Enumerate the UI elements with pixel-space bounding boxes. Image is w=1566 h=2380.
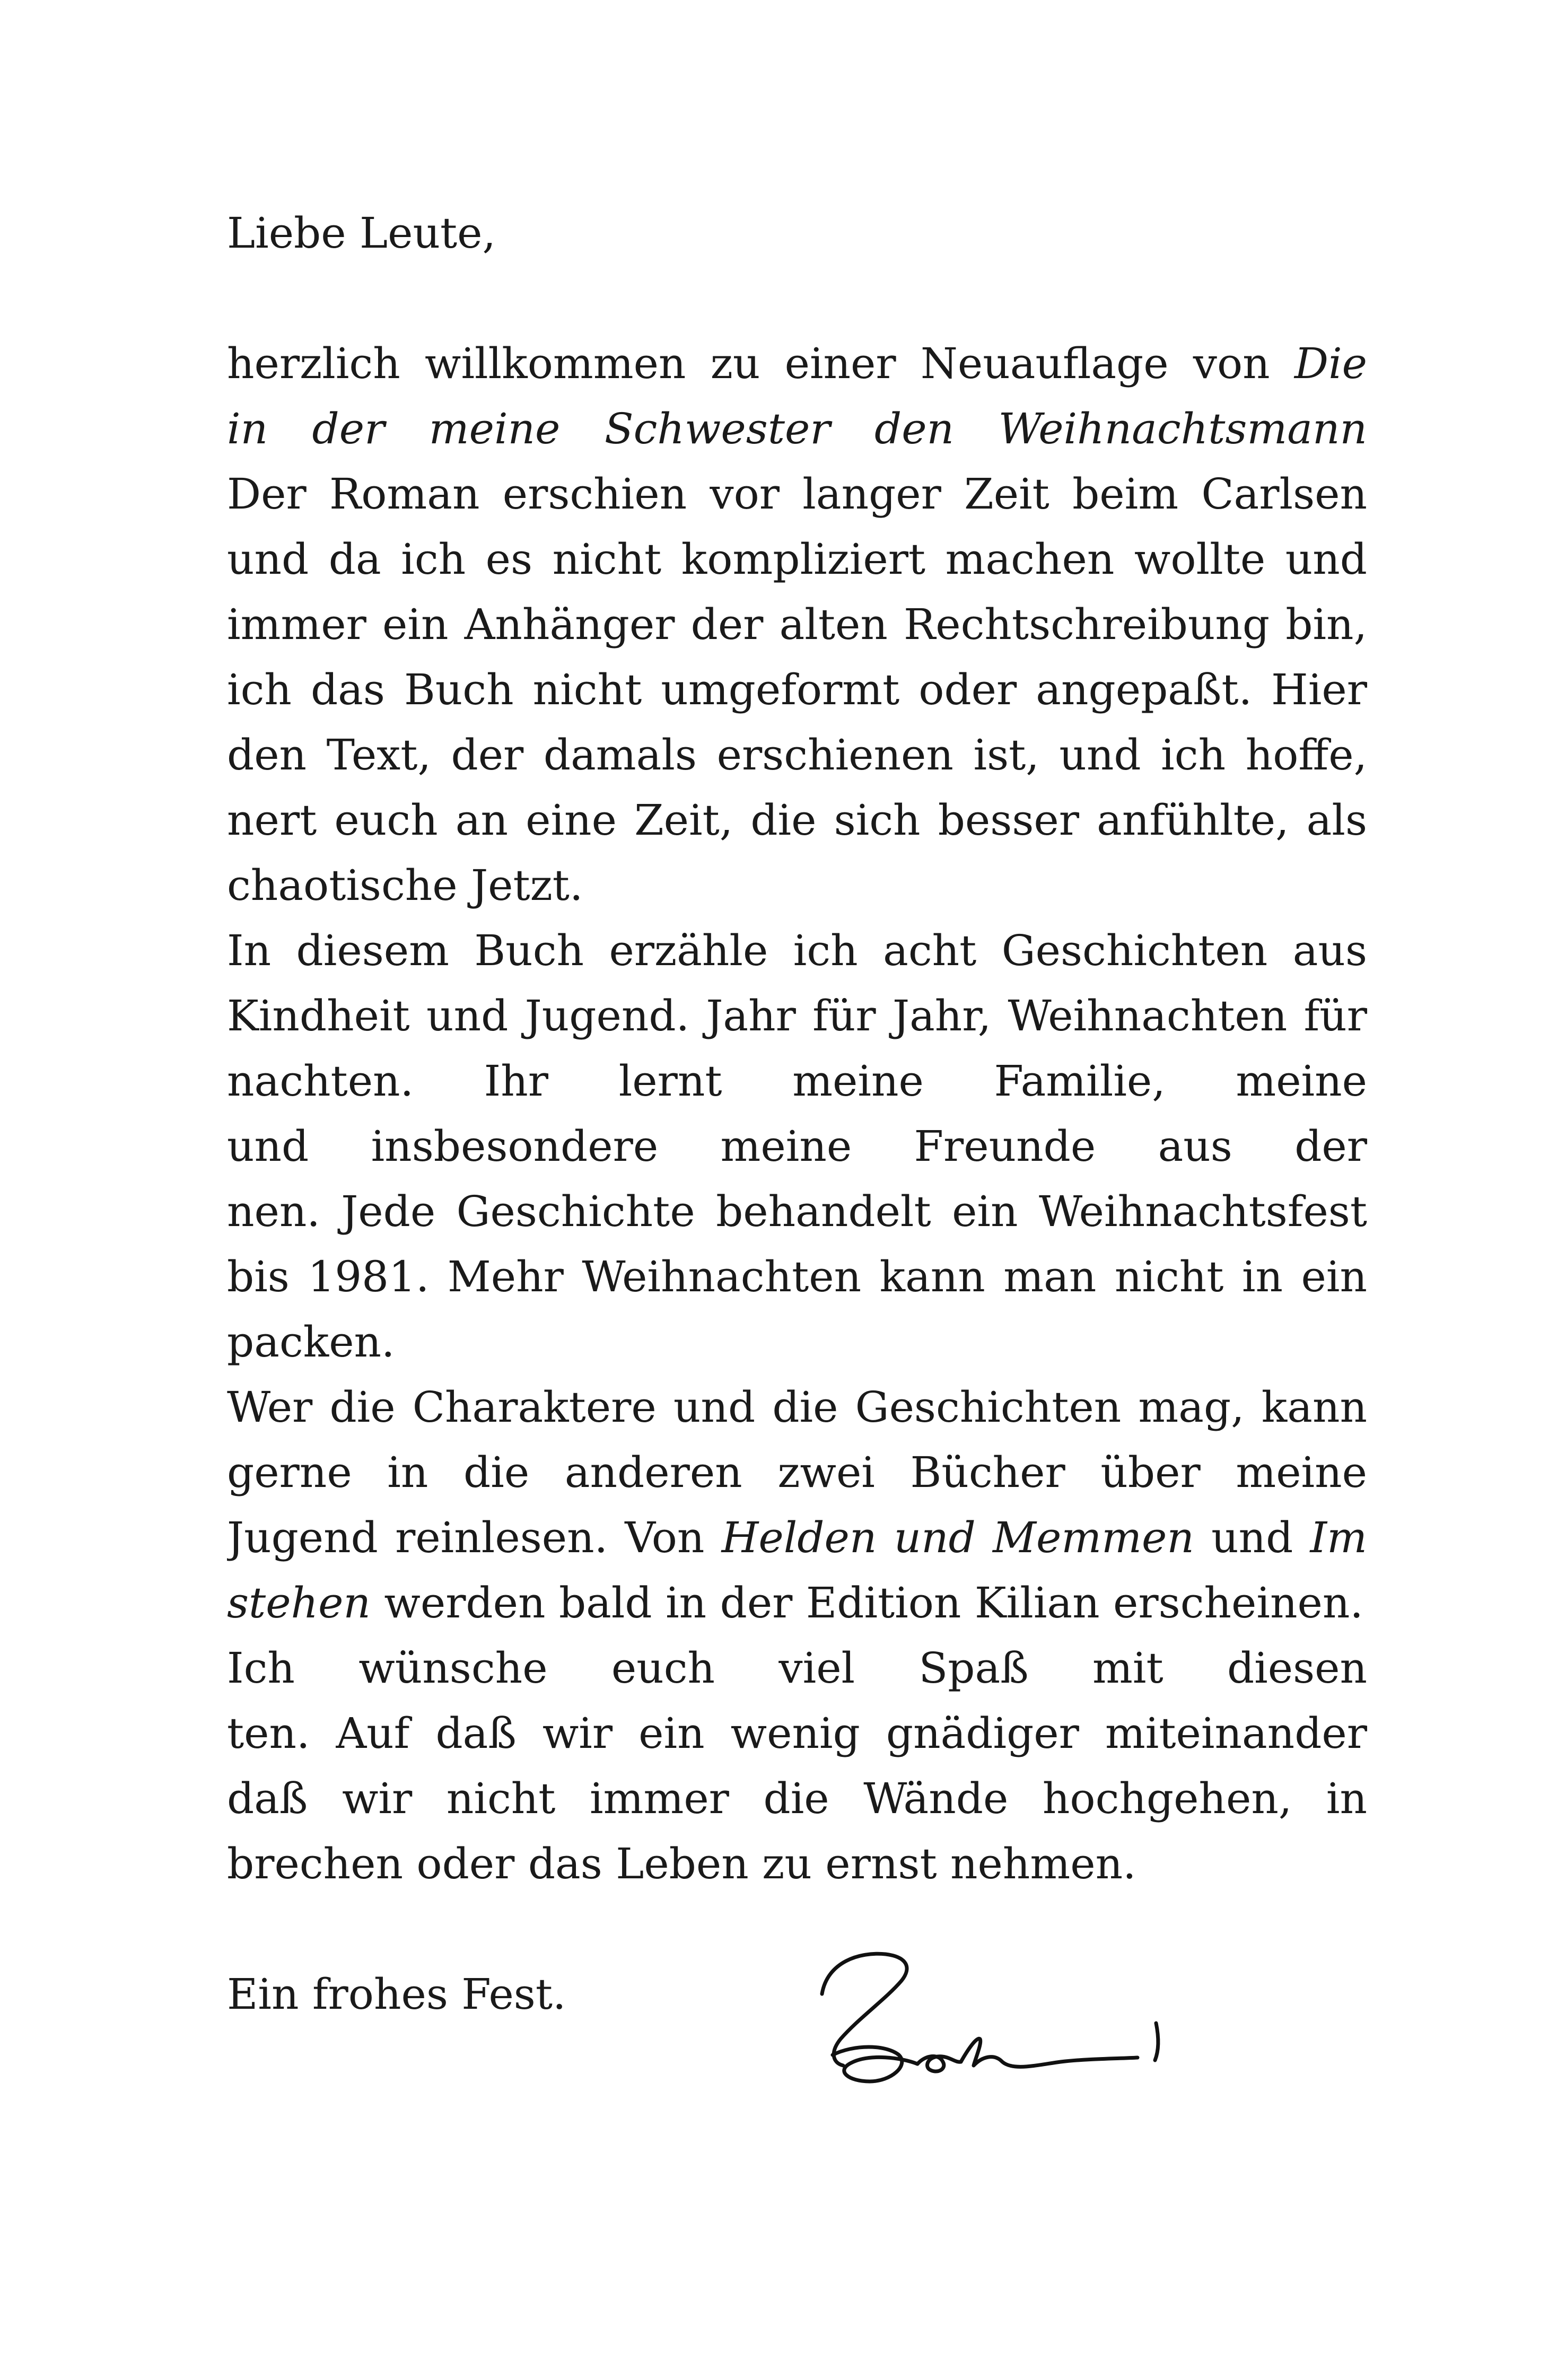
text-line: Kindheit und Jugend. Jahr für Jahr, Weihnachten für [227, 991, 1367, 1040]
text-line: nen. Jede Geschichte behandelt ein Weihnachtsfest [227, 1187, 1367, 1236]
text-line: und da ich es nicht kompliziert machen wollte und [227, 535, 1367, 584]
book-title: stehen [227, 1578, 371, 1628]
book-title: Im [1310, 1513, 1367, 1562]
text-line: immer ein Anhänger der alten Rechtschreibung bin, [227, 600, 1367, 649]
text-line: bis 1981. Mehr Weihnachten kann man nicht in ein [227, 1252, 1367, 1301]
text-line: herzlich willkommen zu einer Neuauflage von Die [227, 331, 1367, 396]
text-line: nachten. Ihr lernt meine Familie, meine [227, 1056, 1367, 1106]
paragraph-gap [227, 1896, 1367, 1962]
text-line: stehen werden bald in der Edition Kilian erscheinen. [227, 1578, 1363, 1628]
text-line: nert euch an eine Zeit, die sich besser anfühlte, als [227, 795, 1367, 845]
text-line [227, 396, 1367, 461]
salutation: Liebe Leute, [227, 208, 496, 258]
closing: Ein frohes Fest. [227, 1970, 566, 2019]
paragraph-gap [227, 266, 1367, 331]
signature [811, 1930, 1193, 2111]
text-line: Ich wünsche euch viel Spaß mit diesen [227, 1643, 1367, 1693]
book-title: Helden und Memmen [721, 1513, 1194, 1562]
text-line: packen. [227, 1317, 395, 1367]
text-line: daß wir nicht immer die Wände hochgehen, in [227, 1774, 1367, 1823]
text-line: In diesem Buch erzähle ich acht Geschichten aus [227, 926, 1367, 975]
text-line: Wer die Charaktere und die Geschichten mag, kann [227, 1382, 1367, 1432]
text-line: brechen oder das Leben zu ernst nehmen. [227, 1839, 1136, 1888]
text-line: gerne in die anderen zwei Bücher über meine [227, 1448, 1367, 1497]
text-line: ich das Buch nicht umgeformt oder angepaßt. Hier [227, 665, 1367, 714]
book-title: Die [1294, 339, 1367, 388]
text-line: Jugend reinlesen. Von Helden und Memmen und Im [227, 1505, 1367, 1570]
text-line: und insbesondere meine Freunde aus der [227, 1122, 1367, 1171]
book-title: in der meine Schwester den Weihnachtsmann [227, 404, 1367, 453]
text-line: den Text, der damals erschienen ist, und ich hoffe, [227, 730, 1367, 780]
text-line: chaotische Jetzt. [227, 861, 583, 910]
text-line: Der Roman erschien vor langer Zeit beim Carlsen [227, 469, 1367, 519]
letter-body [227, 200, 1367, 2027]
text-line: ten. Auf daß wir ein wenig gnädiger miteinander [227, 1709, 1367, 1758]
